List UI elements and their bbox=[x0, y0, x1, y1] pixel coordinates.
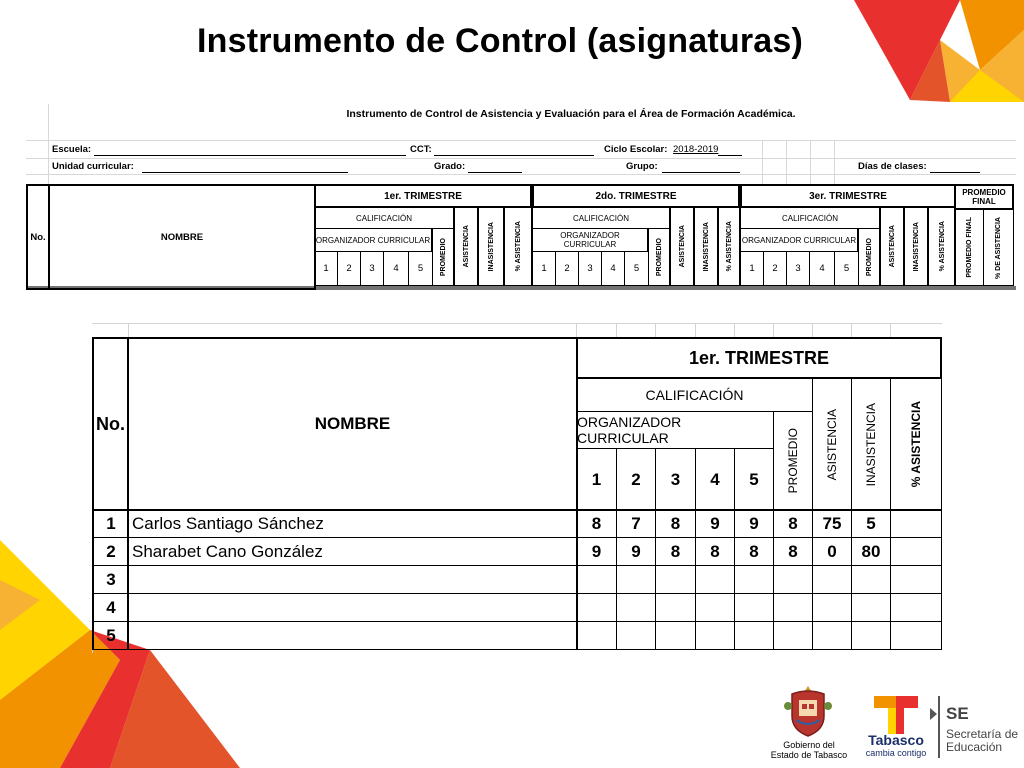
grade-5-cell bbox=[734, 621, 774, 650]
zoomed-table bbox=[92, 323, 942, 653]
grade-3-cell: 8 bbox=[655, 509, 696, 538]
sheet-t3-col-4: 4 bbox=[809, 251, 835, 286]
inasistencia-cell bbox=[851, 621, 891, 650]
sheet-t2-col-3: 3 bbox=[578, 251, 602, 286]
grade-2-cell bbox=[616, 621, 656, 650]
student-name-cell bbox=[127, 565, 578, 594]
sheet-t2-col-4: 4 bbox=[601, 251, 625, 286]
row-number-cell: 4 bbox=[92, 593, 129, 622]
inasistencia-cell bbox=[851, 593, 891, 622]
grade-1-cell: 8 bbox=[576, 509, 617, 538]
sheet-pct-de-asistencia: % DE ASISTENCIA bbox=[983, 209, 1014, 286]
grade-5-cell bbox=[734, 565, 774, 594]
sheet-organizador-1: ORGANIZADOR CURRICULAR bbox=[314, 228, 432, 252]
row-number-cell: 1 bbox=[92, 509, 129, 538]
zoom-col-5-header: 5 bbox=[734, 448, 774, 511]
sheet-inasistencia-1: INASISTENCIA bbox=[478, 207, 504, 286]
grade-1-cell: 9 bbox=[576, 537, 617, 566]
sheet-organizador-2: ORGANIZADOR CURRICULAR bbox=[532, 228, 648, 252]
sheet-asistencia-3: ASISTENCIA bbox=[880, 207, 904, 286]
sheet-t1-col-4: 4 bbox=[383, 251, 409, 286]
unidad-curricular-label: Unidad curricular: bbox=[52, 161, 134, 172]
sheet-pct-asistencia-2: % ASISTENCIA bbox=[718, 207, 740, 286]
promedio-cell bbox=[773, 593, 813, 622]
zoom-trimestre-header: 1er. TRIMESTRE bbox=[576, 337, 942, 379]
zoom-col-4-header: 4 bbox=[695, 448, 735, 511]
spreadsheet-excerpt bbox=[26, 104, 1016, 294]
se-label: SE bbox=[946, 704, 969, 723]
grade-2-cell bbox=[616, 593, 656, 622]
sheet-pct-asistencia-1: % ASISTENCIA bbox=[504, 207, 532, 286]
sheet-calificacion-1: CALIFICACIÓN bbox=[314, 207, 454, 229]
se-full-label: Secretaría de Educación bbox=[946, 727, 1019, 754]
grade-3-cell bbox=[655, 621, 696, 650]
grade-5-cell: 8 bbox=[734, 537, 774, 566]
sheet-t3-col-5: 5 bbox=[834, 251, 859, 286]
cct-label: CCT: bbox=[410, 144, 432, 155]
grade-3-cell bbox=[655, 565, 696, 594]
coat-of-arms-icon bbox=[782, 684, 834, 738]
promedio-cell bbox=[773, 621, 813, 650]
pct-asistencia-cell bbox=[890, 621, 942, 650]
grade-5-cell: 9 bbox=[734, 509, 774, 538]
zoom-pct-asistencia-header: % ASISTENCIA bbox=[890, 378, 942, 511]
page-title: Instrumento de Control (asignaturas) bbox=[196, 22, 804, 60]
sheet-trimestre-1: 1er. TRIMESTRE bbox=[314, 184, 532, 208]
sheet-t2-col-2: 2 bbox=[555, 251, 579, 286]
zoom-asistencia-header: ASISTENCIA bbox=[812, 378, 852, 511]
sheet-t1-col-2: 2 bbox=[337, 251, 361, 286]
zoom-inasistencia-header: INASISTENCIA bbox=[851, 378, 891, 511]
student-name-cell: Carlos Santiago Sánchez bbox=[127, 509, 578, 538]
cct-field-line bbox=[434, 155, 594, 156]
sheet-promedio-2: PROMEDIO bbox=[648, 228, 670, 286]
zoom-col-3-header: 3 bbox=[655, 448, 696, 511]
promedio-cell bbox=[773, 565, 813, 594]
grade-2-cell bbox=[616, 565, 656, 594]
grade-1-cell bbox=[576, 565, 617, 594]
promedio-cell: 8 bbox=[773, 509, 813, 538]
sheet-inasistencia-2: INASISTENCIA bbox=[694, 207, 718, 286]
grade-4-cell bbox=[695, 593, 735, 622]
sheet-title: Instrumento de Control de Asistencia y Evaluación para el Área de Formación Académica. bbox=[346, 108, 796, 120]
sheet-no-header: No. bbox=[26, 184, 50, 290]
promedio-cell: 8 bbox=[773, 537, 813, 566]
zoom-col-2-header: 2 bbox=[616, 448, 656, 511]
escuela-field-line bbox=[94, 155, 406, 156]
sheet-cut-row bbox=[26, 286, 1016, 290]
pct-asistencia-cell bbox=[890, 593, 942, 622]
sheet-t1-col-1: 1 bbox=[314, 251, 338, 286]
pct-asistencia-cell bbox=[890, 509, 942, 538]
sheet-t3-col-3: 3 bbox=[786, 251, 810, 286]
grade-4-cell: 9 bbox=[695, 509, 735, 538]
student-name-cell: Sharabet Cano González bbox=[127, 537, 578, 566]
ciclo-field-line bbox=[718, 155, 742, 156]
grupo-field-line bbox=[662, 172, 740, 173]
sheet-promedio-1: PROMEDIO bbox=[432, 228, 454, 286]
asistencia-cell bbox=[812, 621, 852, 650]
pct-asistencia-cell bbox=[890, 537, 942, 566]
tabasco-logo-icon bbox=[870, 692, 922, 734]
zoom-col-1-header: 1 bbox=[576, 448, 617, 511]
row-number-cell: 5 bbox=[92, 621, 129, 650]
zoom-calificacion-header: CALIFICACIÓN bbox=[576, 378, 813, 412]
tabasco-label: Tabasco bbox=[868, 732, 924, 748]
grade-5-cell bbox=[734, 593, 774, 622]
grade-4-cell: 8 bbox=[695, 537, 735, 566]
sheet-inasistencia-3: INASISTENCIA bbox=[904, 207, 928, 286]
grade-3-cell: 8 bbox=[655, 537, 696, 566]
sheet-trimestre-2: 2do. TRIMESTRE bbox=[532, 184, 740, 208]
escuela-label: Escuela: bbox=[52, 144, 92, 155]
grade-2-cell: 9 bbox=[616, 537, 656, 566]
zoom-promedio-header: PROMEDIO bbox=[773, 411, 813, 511]
inasistencia-cell bbox=[851, 565, 891, 594]
asistencia-cell: 75 bbox=[812, 509, 852, 538]
sheet-pct-asistencia-3: % ASISTENCIA bbox=[928, 207, 956, 286]
zoom-nombre-header: NOMBRE bbox=[127, 337, 578, 511]
grado-label: Grado: bbox=[434, 161, 466, 172]
sheet-trimestre-3: 3er. TRIMESTRE bbox=[740, 184, 956, 208]
student-name-cell bbox=[127, 593, 578, 622]
sheet-t3-col-1: 1 bbox=[740, 251, 764, 286]
sheet-calificacion-2: CALIFICACIÓN bbox=[532, 207, 670, 229]
unidad-field-line bbox=[142, 172, 348, 173]
sheet-t2-col-1: 1 bbox=[532, 251, 556, 286]
inasistencia-cell: 5 bbox=[851, 509, 891, 538]
sheet-t2-col-5: 5 bbox=[624, 251, 649, 286]
tabasco-sub-label: cambia contigo bbox=[865, 748, 927, 758]
grade-4-cell bbox=[695, 621, 735, 650]
grade-1-cell bbox=[576, 593, 617, 622]
sheet-t1-col-5: 5 bbox=[408, 251, 433, 286]
student-name-cell bbox=[127, 621, 578, 650]
sheet-promedio-3: PROMEDIO bbox=[858, 228, 880, 286]
sheet-promedio-final-header: PROMEDIO FINAL bbox=[954, 184, 1014, 210]
sheet-organizador-3: ORGANIZADOR CURRICULAR bbox=[740, 228, 858, 252]
grade-2-cell: 7 bbox=[616, 509, 656, 538]
logo-panel bbox=[752, 682, 1024, 768]
zoom-no-header: No. bbox=[92, 337, 129, 511]
sheet-asistencia-2: ASISTENCIA bbox=[670, 207, 694, 286]
asistencia-cell bbox=[812, 593, 852, 622]
row-number-cell: 3 bbox=[92, 565, 129, 594]
inasistencia-cell: 80 bbox=[851, 537, 891, 566]
asistencia-cell: 0 bbox=[812, 537, 852, 566]
sheet-calificacion-3: CALIFICACIÓN bbox=[740, 207, 880, 229]
sheet-nombre-header: NOMBRE bbox=[48, 184, 316, 290]
sheet-promedio-final: PROMEDIO FINAL bbox=[954, 209, 984, 286]
gobierno-label: Gobierno del Estado de Tabasco bbox=[770, 740, 848, 760]
dias-field-line bbox=[930, 172, 980, 173]
grade-4-cell bbox=[695, 565, 735, 594]
grade-3-cell bbox=[655, 593, 696, 622]
logo-divider bbox=[938, 696, 940, 758]
ciclo-value: 2018-2019 bbox=[673, 144, 719, 155]
sheet-t3-col-2: 2 bbox=[763, 251, 787, 286]
sheet-asistencia-1: ASISTENCIA bbox=[454, 207, 478, 286]
sheet-t1-col-3: 3 bbox=[360, 251, 384, 286]
grade-1-cell bbox=[576, 621, 617, 650]
dias-clases-label: Días de clases: bbox=[858, 161, 927, 172]
zoom-organizador-header: ORGANIZADOR CURRICULAR bbox=[576, 411, 774, 449]
grupo-label: Grupo: bbox=[626, 161, 658, 172]
row-number-cell: 2 bbox=[92, 537, 129, 566]
ciclo-label: Ciclo Escolar: bbox=[604, 144, 668, 155]
divider-arrow-icon bbox=[930, 708, 937, 720]
pct-asistencia-cell bbox=[890, 565, 942, 594]
grado-field-line bbox=[468, 172, 522, 173]
asistencia-cell bbox=[812, 565, 852, 594]
